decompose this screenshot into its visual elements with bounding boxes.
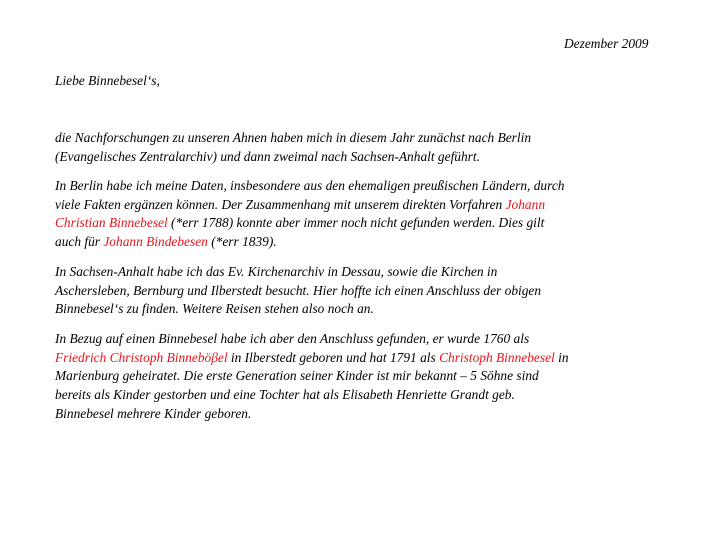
text-line xyxy=(55,349,695,368)
text-segment: Binnebesel‘s zu finden. Weitere Reisen stehen also noch an. xyxy=(55,301,374,317)
text-segment: (*err 1788) konnte aber immer noch nicht gefunden werden. Dies gilt xyxy=(167,215,545,231)
text-segment: (*err 1839). xyxy=(207,234,277,250)
text-line xyxy=(55,263,695,282)
text-segment: Binnebesel mehrere Kinder geboren. xyxy=(55,405,252,421)
paragraph-1 xyxy=(55,129,695,166)
letter-salutation: Liebe Binnebesel‘s, xyxy=(55,73,160,88)
letter-date: Dezember 2009 xyxy=(564,36,649,51)
text-segment: In Sachsen-Anhalt habe ich das Ev. Kirchenarchiv in Dessau, sowie die Kirchen in xyxy=(55,264,498,279)
text-segment: In Bezug auf einen Binnebesel habe ich aber den Anschluss gefunden, er wurde 1760 als xyxy=(55,331,530,346)
paragraph-4 xyxy=(55,330,695,424)
text-line xyxy=(55,233,695,252)
text-segment: in Ilberstedt geboren und hat 1791 als xyxy=(227,349,440,365)
ancestor-name: Johann xyxy=(505,196,546,212)
text-segment: Marienburg geheiratet. Die erste Generation seiner Kinder ist mir bekannt – 5 Söhne sind xyxy=(55,368,539,384)
paragraph-2 xyxy=(55,177,695,252)
text-segment: auch für xyxy=(55,234,104,250)
text-segment: (Evangelisches Zentralarchiv) und dann zweimal nach Sachsen-Anhalt geführt. xyxy=(55,148,480,164)
ancestor-name: Christoph Binnebesel xyxy=(439,349,555,365)
text-line xyxy=(55,405,695,424)
text-line xyxy=(55,196,695,215)
text-line xyxy=(55,367,695,386)
text-line xyxy=(55,214,695,233)
text-segment: viele Fakten ergänzen können. Der Zusammenhang mit unserem direkten Vorfahren xyxy=(55,196,506,212)
ancestor-name: Johann Bindebesen xyxy=(103,234,208,250)
text-line xyxy=(55,148,695,167)
paragraph-3 xyxy=(55,263,695,319)
text-line xyxy=(55,330,695,349)
text-segment: In Berlin habe ich meine Daten, insbesondere aus den ehemaligen preußischen Ländern, durch xyxy=(55,178,565,193)
text-line xyxy=(55,300,695,319)
text-line xyxy=(55,129,695,148)
text-segment: Aschersleben, Bernburg und Ilberstedt besucht. Hier hoffte ich einen Anschluss der obigen xyxy=(55,282,542,298)
ancestor-name: Friedrich Christoph Binneböβel xyxy=(55,349,228,365)
text-line xyxy=(55,282,695,301)
text-segment: bereits als Kinder gestorben und eine Tochter hat als Elisabeth Henriette Grandt geb. xyxy=(55,387,515,403)
text-segment: in xyxy=(554,349,569,365)
text-segment: die Nachforschungen zu unseren Ahnen haben mich in diesem Jahr zunächst nach Berlin xyxy=(55,130,532,145)
ancestor-name: Christian Binnebesel xyxy=(55,215,168,231)
text-line xyxy=(55,386,695,405)
text-line xyxy=(55,177,695,196)
